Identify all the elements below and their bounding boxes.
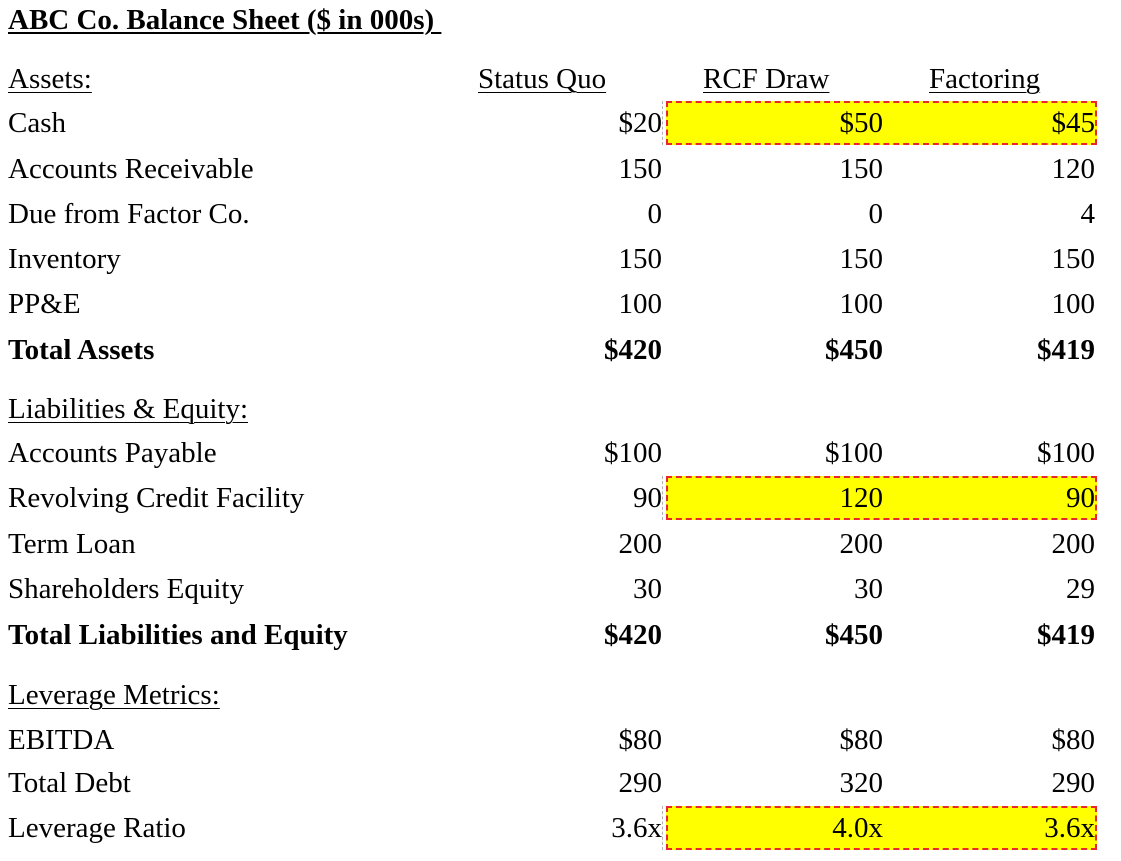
row-label: Revolving Credit Facility xyxy=(8,482,305,514)
cell-rcf-draw: 120 xyxy=(839,482,883,514)
cell-status-quo: 150 xyxy=(618,153,662,185)
cell-factoring: 150 xyxy=(1051,243,1095,275)
cell-status-quo: 150 xyxy=(618,243,662,275)
cell-rcf-draw: $450 xyxy=(825,619,883,651)
cell-status-quo: $420 xyxy=(604,619,662,651)
sheet-title: ABC Co. Balance Sheet ($ in 000s) xyxy=(8,4,442,36)
cell-factoring: 3.6x xyxy=(1044,812,1095,844)
total-liabilities-label: Total Liabilities and Equity xyxy=(8,619,348,651)
cell-status-quo: 90 xyxy=(633,482,662,514)
cell-factoring: 200 xyxy=(1051,528,1095,560)
cell-status-quo: $80 xyxy=(618,724,662,756)
table-row xyxy=(0,718,1121,762)
column-header-status-quo: Status Quo xyxy=(478,63,607,95)
table-row xyxy=(0,476,1121,520)
cell-rcf-draw: $80 xyxy=(839,724,883,756)
cell-status-quo: 100 xyxy=(618,288,662,320)
cell-rcf-draw: 30 xyxy=(854,573,883,605)
cell-factoring: $45 xyxy=(1051,107,1095,139)
section-header-row xyxy=(0,673,1121,717)
cell-factoring: 4 xyxy=(1080,198,1095,230)
cell-rcf-draw: 100 xyxy=(839,288,883,320)
table-row xyxy=(0,522,1121,566)
cell-rcf-draw: 150 xyxy=(839,243,883,275)
cell-factoring: 90 xyxy=(1066,482,1095,514)
cell-status-quo: 30 xyxy=(633,573,662,605)
cell-status-quo: 200 xyxy=(618,528,662,560)
cell-rcf-draw: $100 xyxy=(825,437,883,469)
cell-status-quo: $420 xyxy=(604,334,662,366)
cell-status-quo: 0 xyxy=(647,198,662,230)
row-label: EBITDA xyxy=(8,724,115,756)
cell-factoring: 120 xyxy=(1051,153,1095,185)
table-row xyxy=(0,282,1121,326)
table-row xyxy=(0,567,1121,611)
cell-factoring: $100 xyxy=(1037,437,1095,469)
row-label: Leverage Ratio xyxy=(8,812,186,844)
table-row xyxy=(0,192,1121,236)
total-assets-label: Total Assets xyxy=(8,334,155,366)
cell-status-quo: $100 xyxy=(604,437,662,469)
cell-factoring: 100 xyxy=(1051,288,1095,320)
row-label: Accounts Payable xyxy=(8,437,217,469)
cell-factoring: $419 xyxy=(1037,619,1095,651)
cell-status-quo: $20 xyxy=(618,107,662,139)
table-row xyxy=(0,431,1121,475)
cell-rcf-draw: $50 xyxy=(839,107,883,139)
row-label: Term Loan xyxy=(8,528,136,560)
cell-status-quo: 290 xyxy=(618,767,662,799)
table-row xyxy=(0,237,1121,281)
cell-rcf-draw: 0 xyxy=(868,198,883,230)
table-row xyxy=(0,101,1121,145)
table-row xyxy=(0,147,1121,191)
header-row xyxy=(0,57,1121,101)
cell-status-quo: 3.6x xyxy=(611,812,662,844)
cell-factoring: $80 xyxy=(1051,724,1095,756)
cell-rcf-draw: 200 xyxy=(839,528,883,560)
liabilities-section-label: Liabilities & Equity: xyxy=(8,393,249,425)
table-row xyxy=(0,806,1121,850)
row-label: PP&E xyxy=(8,288,81,320)
cell-rcf-draw: $450 xyxy=(825,334,883,366)
section-header-row xyxy=(0,387,1121,431)
assets-section-label: Assets: xyxy=(8,63,92,95)
column-header-rcf-draw: RCF Draw xyxy=(703,63,830,95)
row-label: Accounts Receivable xyxy=(8,153,254,185)
leverage-section-label: Leverage Metrics: xyxy=(8,679,220,711)
row-label: Inventory xyxy=(8,243,121,275)
cell-factoring: 29 xyxy=(1066,573,1095,605)
row-label: Shareholders Equity xyxy=(8,573,244,605)
cell-factoring: $419 xyxy=(1037,334,1095,366)
column-header-factoring: Factoring xyxy=(929,63,1041,95)
total-row xyxy=(0,613,1121,657)
row-label: Total Debt xyxy=(8,767,131,799)
row-label: Due from Factor Co. xyxy=(8,198,250,230)
cell-rcf-draw: 4.0x xyxy=(832,812,883,844)
row-label: Cash xyxy=(8,107,66,139)
cell-rcf-draw: 320 xyxy=(839,767,883,799)
cell-factoring: 290 xyxy=(1051,767,1095,799)
cell-rcf-draw: 150 xyxy=(839,153,883,185)
total-row xyxy=(0,328,1121,372)
table-row xyxy=(0,761,1121,805)
